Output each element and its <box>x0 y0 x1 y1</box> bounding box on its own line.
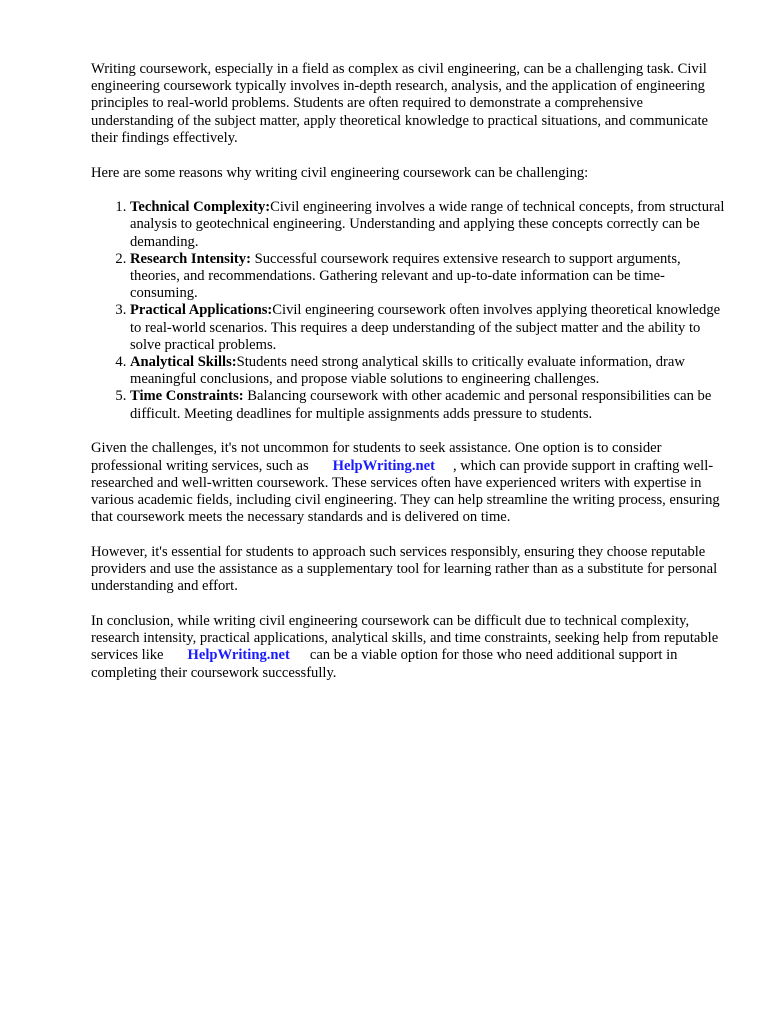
list-item <box>130 388 728 422</box>
challenges-text-before: Given the challenges, it's not uncommon for students to seek assistance. One option is to consider professional writing services, such as <box>91 440 662 474</box>
reason-term: Practical Applications: <box>130 302 273 319</box>
list-item <box>130 302 728 354</box>
reason-text: Civil engineering involves a wide range of technical concepts, from structural analysis to geotechnical engineering. Understanding and applying these concepts correctly can be demanding. <box>130 199 725 250</box>
reasons-list <box>91 199 728 423</box>
conclusion-text-before: In conclusion, while writing civil engineering coursework can be difficult due to technical complexity, research intensity, practical applications, analytical skills, and time constraints, seeking help from reputable services like <box>91 612 719 664</box>
helpwriting-link-conclusion[interactable]: HelpWriting.net <box>187 647 290 664</box>
reason-text: Students need strong analytical skills to critically evaluate information, draw meaningful conclusions, and propose viable solutions to engineering challenges. <box>130 354 685 388</box>
reason-term: Analytical Skills: <box>130 354 237 371</box>
reason-text: Balancing coursework with other academic and personal responsibilities can be difficult. Meeting deadlines for multiple assignments adds pressure to students. <box>130 388 712 422</box>
reason-term: Research Intensity: <box>130 250 251 267</box>
conclusion-text-after: can be a viable option for those who need additional support in completing their coursework successfully. <box>91 647 678 681</box>
list-item <box>130 251 728 303</box>
helpwriting-link[interactable]: HelpWriting.net <box>332 457 435 474</box>
challenges-paragraph <box>91 440 728 526</box>
reason-text: Civil engineering coursework often involves applying theoretical knowledge to real-world scenarios. This requires a deep understanding of the subject matter and the ability to solve practical problems. <box>130 302 721 353</box>
reasons-lead-paragraph: Here are some reasons why writing civil engineering coursework can be challenging: <box>91 164 589 181</box>
reason-text: Successful coursework requires extensive research to support arguments, theories, and recommendations. Gathering relevant and up-to-date information can be time-consuming. <box>130 250 681 302</box>
intro-paragraph: Writing coursework, especially in a field as complex as civil engineering, can be a challenging task. Civil engineering coursework typically involves in-depth research, analysis, and the application of engineering principles to real-world problems. Students are often required to demonstrate a comprehensive understanding of the subject matter, apply theoretical knowledge to practical situations, and communicate their findings effectively. <box>91 61 709 146</box>
reason-term: Technical Complexity: <box>130 199 271 216</box>
reason-term: Time Constraints: <box>130 388 244 405</box>
responsibly-paragraph: However, it's essential for students to approach such services responsibly, ensuring they choose reputable providers and use the assistance as a supplementary tool for learning rather than as a substitute for personal understanding and effort. <box>91 543 718 595</box>
conclusion-paragraph <box>91 613 728 682</box>
list-item <box>130 199 728 251</box>
list-item <box>130 354 728 388</box>
challenges-text-after: , which can provide support in crafting well-researched and well-written coursework. These services often have experienced writers with expertise in various academic fields, including civil engineering. They can help streamline the writing process, ensuring that coursework meets the necessary standards and is delivered on time. <box>91 457 720 526</box>
